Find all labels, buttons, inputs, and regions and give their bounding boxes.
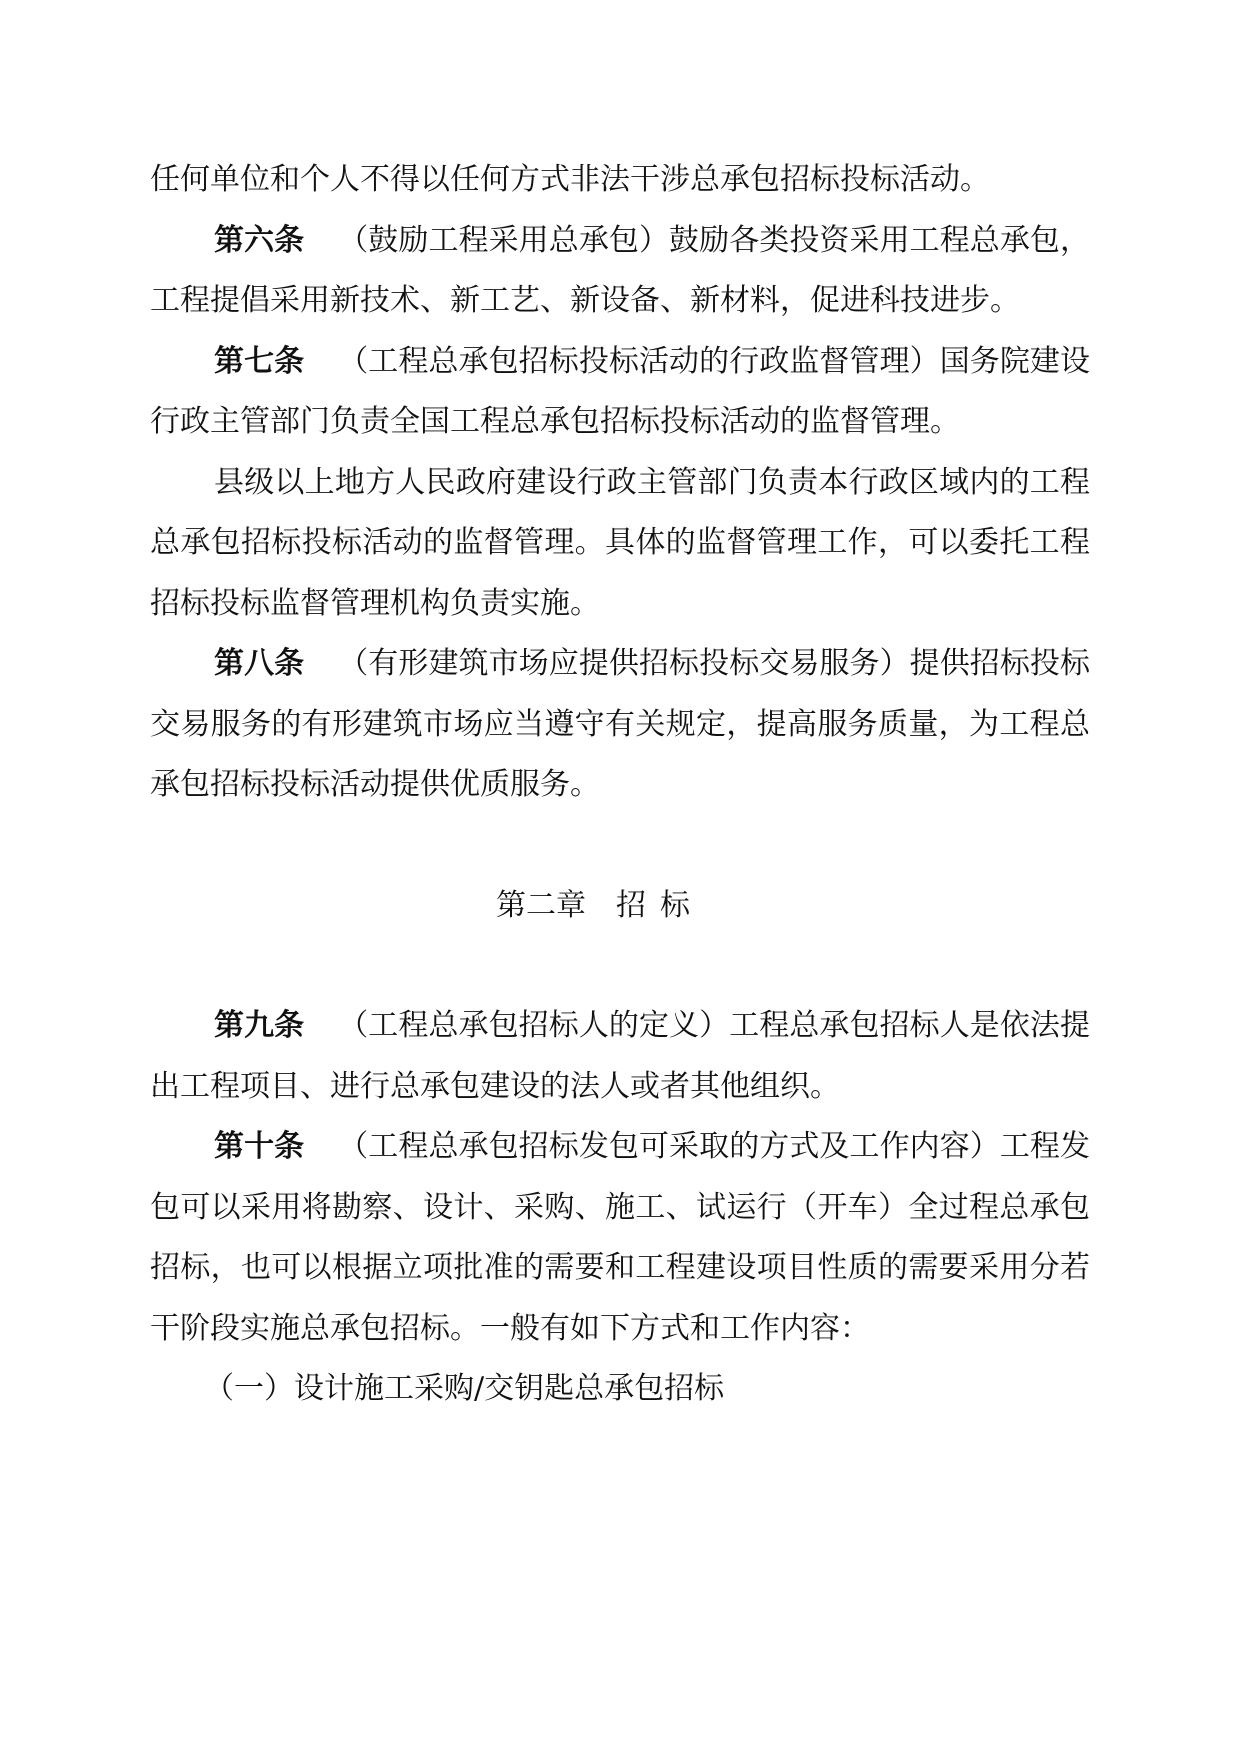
article-6-body: （鼓励工程采用总承包）鼓励各类投资采用工程总承包，工程提倡采用新技术、新工艺、新设备、新材料，促进科技进步。 (150, 222, 1091, 318)
article-9 (150, 996, 1090, 1117)
article-8-body: （有形建筑市场应提供招标投标交易服务）提供招标投标交易服务的有形建筑市场应当遵守有关规定，提高服务质量，为工程总承包招标投标活动提供优质服务。 (150, 646, 1091, 802)
chapter-title: 招标 (616, 887, 704, 923)
sub-item-1: （一）设计施工采购/交钥匙总承包招标 (204, 1371, 725, 1406)
article-9-body: （工程总承包招标人的定义）工程总承包招标人是依法提出工程项目、进行总承包建设的法人或者其他组织。 (150, 1008, 1091, 1104)
article-8 (150, 634, 1090, 816)
article-7-body: （工程总承包招标投标活动的行政监督管理）国务院建设行政主管部门负责全国工程总承包招标投标活动的监督管理。 (150, 343, 1091, 439)
paragraph-continuation: 任何单位和个人不得以任何方式非法干涉总承包招标投标活动。 (150, 162, 990, 197)
article-6-title: 第六条 (214, 222, 305, 258)
article-6 (150, 211, 1090, 332)
article-7-title: 第七条 (214, 343, 305, 379)
chapter-number: 第二章 (496, 887, 586, 923)
article-7 (150, 332, 1090, 453)
article-10-title: 第十条 (214, 1129, 305, 1164)
document-page (150, 150, 1090, 1420)
article-9-title: 第九条 (214, 1008, 305, 1043)
article-10 (150, 1117, 1090, 1359)
chapter-heading (150, 876, 1090, 937)
article-7-paragraph-2: 县级以上地方人民政府建设行政主管部门负责本行政区域内的工程总承包招标投标活动的监督管理。具体的监督管理工作，可以委托工程招标投标监督管理机构负责实施。 (150, 464, 1090, 621)
article-8-title: 第八条 (214, 646, 305, 681)
article-10-body: （工程总承包招标发包可采取的方式及工作内容）工程发包可以采用将勘察、设计、采购、施工、试运行（开车）全过程总承包招标，也可以根据立项批准的需要和工程建设项目性质的需要采用分若干阶段实施总承包招标。一般有如下方式和工作内容： (150, 1129, 1091, 1346)
